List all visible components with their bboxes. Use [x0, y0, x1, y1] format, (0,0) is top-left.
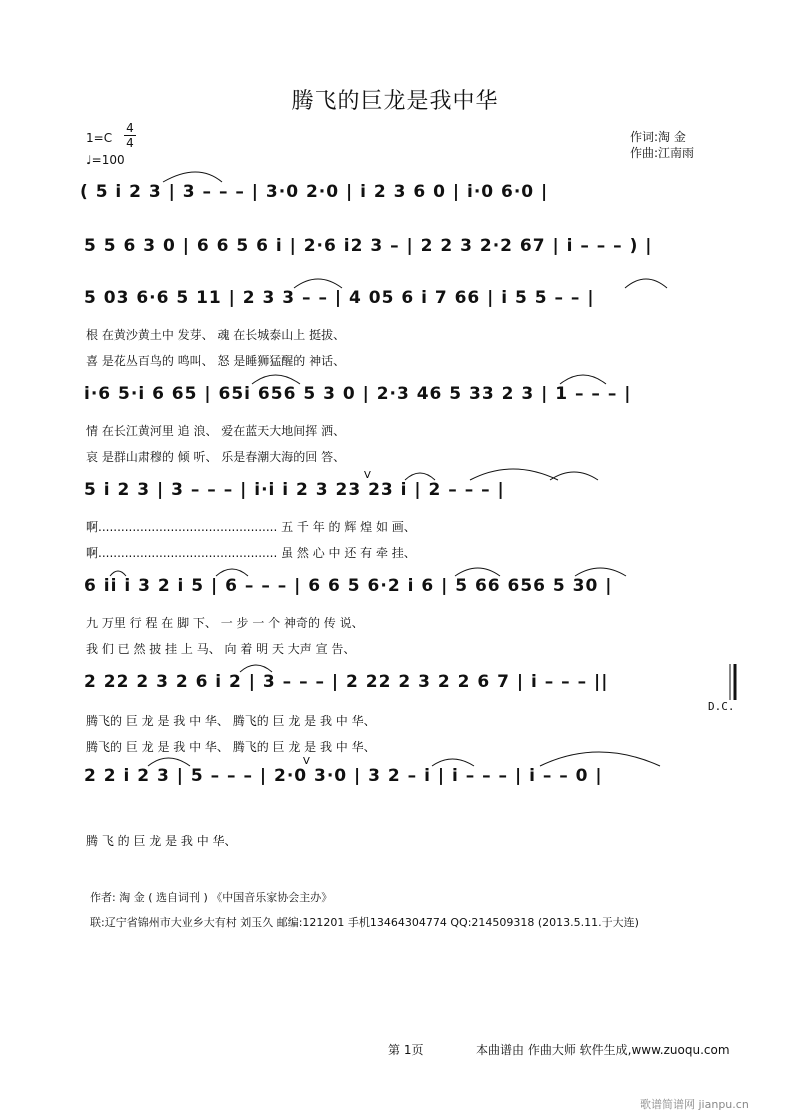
site-watermark: 歌谱简谱网 jianpu.cn	[640, 1098, 749, 1111]
slur	[110, 571, 126, 576]
slur	[540, 752, 660, 766]
generator-note: 本曲谱由 作曲大师 软件生成,www.zuoqu.com	[476, 1043, 730, 1057]
lyric-line: 腾飞的 巨 龙 是 我 中 华、 腾飞的 巨 龙 是 我 中 华、	[86, 714, 376, 728]
slur	[216, 569, 248, 576]
music-system-8: 2 2 i 2 3 | 5 – – – | 2·0 3·0 | 3 2 – i | i – – – | i – – 0 |	[84, 766, 603, 786]
music-system-1: ( 5 i 2 3 | 3 – – – | 3·0 2·0 | i 2 3 6 0 | i·0 6·0 |	[80, 182, 549, 202]
composer-credit: 作曲:江南雨	[630, 146, 695, 160]
slur	[294, 279, 342, 288]
lyric-line: 啊............................................... 虽 然 心 中 还 有 牵 挂、	[86, 546, 416, 560]
slur	[550, 472, 598, 480]
dc-marking: D.C.	[708, 700, 735, 713]
slur	[163, 172, 222, 182]
music-system-6: 6 ii i 3 2 i 5 | 6 – – – | 6 6 5 6·2 i 6 | 5 66 656 5 30 |	[84, 576, 613, 596]
meter-bottom: 4	[126, 136, 134, 150]
music-system-7: 2 22 2 3 2 6 i 2 | 3 – – – | 2 22 2 3 2 2 6 7 | i – – – ||	[84, 672, 609, 692]
lyric-line: 情 在长江黄河里 追 浪、 爱在蓝天大地间挥 洒、	[86, 424, 346, 438]
author-info: 作者: 淘 金 ( 选自词刊 ) 《中国音乐家协会主办》	[90, 891, 333, 904]
lyric-line: 腾 飞 的 巨 龙 是 我 中 华、	[86, 834, 237, 848]
slur	[148, 758, 190, 766]
slur	[240, 665, 272, 672]
slur	[432, 759, 474, 766]
music-system-4: i·6 5·i 6 65 | 65i 656 5 3 0 | 2·3 46 5 33 2 3 | 1 – – – |	[84, 384, 632, 404]
lyric-line: 啊............................................... 五 千 年 的 辉 煌 如 画、	[86, 520, 416, 534]
slur	[625, 279, 667, 288]
lyric-line: 根 在黄沙黄土中 发芽、 魂 在长城泰山上 挺拔、	[86, 328, 346, 342]
page-number: 第 1页	[388, 1043, 424, 1057]
music-system-3: 5 03 6·6 5 11 | 2 3 3 – – | 4 05 6 i 7 66 | i 5 5 – – |	[84, 288, 595, 308]
music-system-2: 5 5 6 3 0 | 6 6 5 6 i | 2·6 i2 3 – | 2 2 3 2·2 67 | i – – – ) |	[84, 236, 653, 256]
tempo-marking: ♩=100	[86, 153, 125, 167]
lyric-line: 喜 是花丛百鸟的 鸣叫、 怒 是睡狮猛醒的 神话、	[86, 354, 346, 368]
breath-mark: V	[364, 470, 371, 481]
lyric-line: 哀 是群山肃穆的 倾 听、 乐是春潮大海的回 答、	[86, 450, 346, 464]
lyric-line: 九 万里 行 程 在 脚 下、 一 步 一 个 神奇的 传 说、	[86, 616, 364, 630]
slur	[252, 375, 300, 384]
music-system-5: 5 i 2 3 | 3 – – – | i·i i 2 3 23 23 i | 2 – – – |	[84, 480, 505, 500]
meter-top: 4	[126, 121, 134, 135]
key-signature: 1=C	[86, 131, 113, 145]
slur	[575, 568, 626, 576]
song-title: 腾飞的巨龙是我中华	[291, 89, 499, 114]
lyric-line: 我 们 已 然 披 挂 上 马、 向 着 明 天 大声 宣 告、	[86, 642, 356, 656]
lyric-line: 腾飞的 巨 龙 是 我 中 华、 腾飞的 巨 龙 是 我 中 华、	[86, 740, 376, 754]
contact-info: 联:辽宁省锦州市大业乡大有村 刘玉久 邮编:121201 手机13464304774 QQ:214509318 (2013.5.11.于大连)	[90, 916, 639, 929]
lyricist-credit: 作词:淘 金	[630, 130, 686, 144]
slur	[560, 375, 606, 384]
slur	[455, 568, 500, 576]
slur	[405, 473, 435, 480]
slur	[470, 469, 558, 480]
breath-mark: V	[303, 756, 310, 767]
